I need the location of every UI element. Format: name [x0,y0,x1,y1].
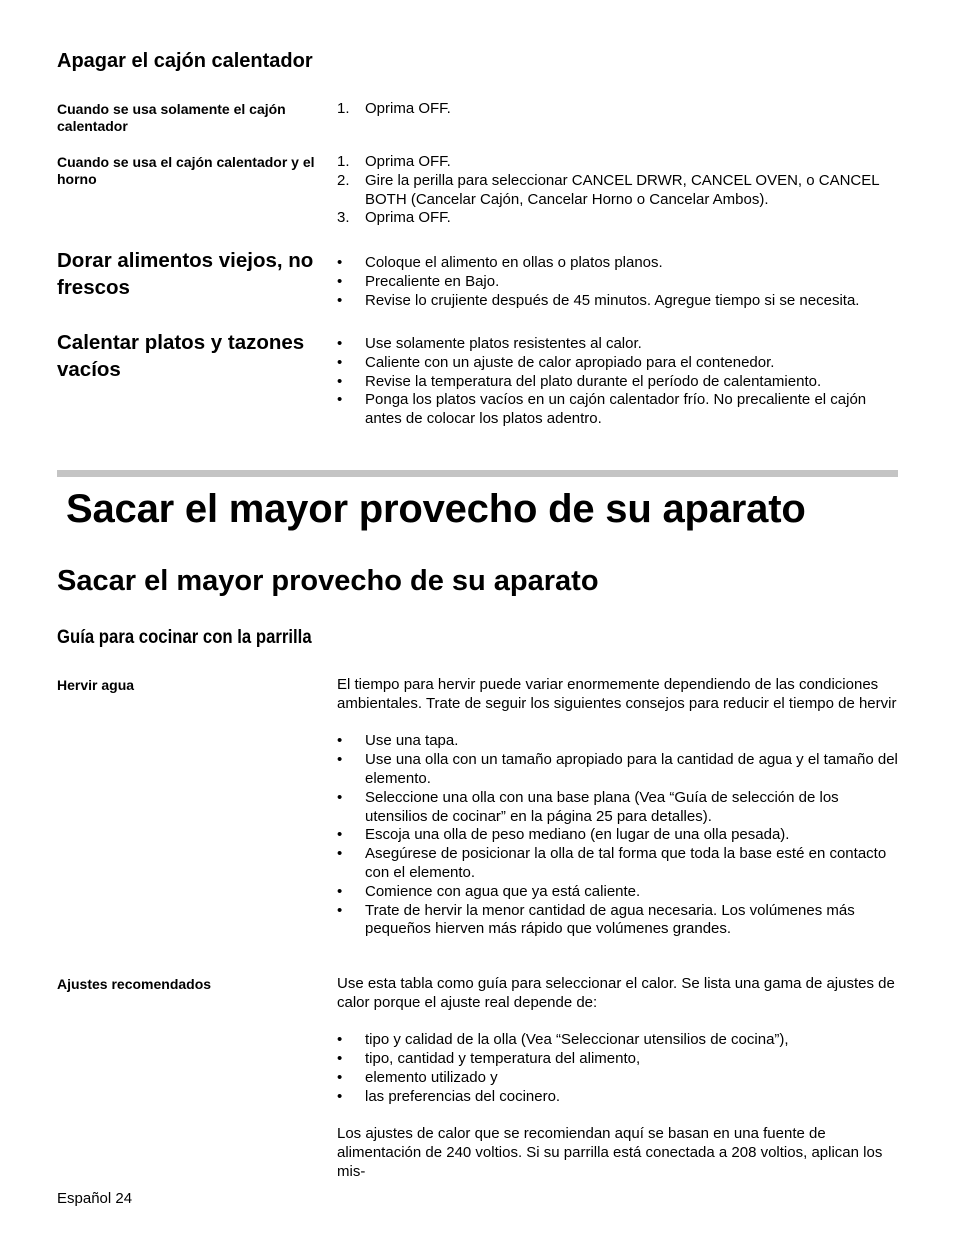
list-item: • Asegúrese de posicionar la olla de tal forma que toda la base esté en contacto con el elemento. [337,845,887,881]
list-item: 2. Gire la perilla para seleccionar CANCEL DRWR, CANCEL OVEN, o CANCEL BOTH (Cancelar Cajón, Cancelar Horno o Cancelar Ambos). [337,171,880,208]
list-item: • Seleccione una olla con una base plana (Vea “Guía de selección de los utensilios de cocinar” en la página 25 para detalles). [337,788,839,825]
list-item: • Use solamente platos resistentes al calor. [337,335,642,352]
label-ajustes: Ajustes recomendados [57,976,212,992]
steps-drawer-and-oven [337,153,899,228]
list-item: • Use una tapa. [337,732,459,750]
steps-only-drawer [337,100,899,119]
label-drawer-and-oven: Cuando se usa el cajón calentador y el horno [57,154,315,187]
chapter-title: Sacar el mayor provecho de su aparato [66,487,806,531]
list-item: • Use una olla con un tamaño apropiado para la cantidad de agua y el tamaño del elemento. [337,751,898,787]
list-item: • tipo, cantidad y temperatura del alimento, [337,1050,641,1068]
section-title: Sacar el mayor provecho de su aparato [57,565,599,597]
list-item: • Revise lo crujiente después de 45 minutos. Agregue tiempo si se necesita. [337,291,860,309]
ajustes-closing: Los ajustes de calor que se recomiendan aquí se basan en una fuente de alimentación de 240 voltios. Si su parrilla está conectada a 208 voltios, aplican los mis- [337,1125,883,1180]
calentar-list [337,335,899,429]
list-item: • Comience con agua que ya está caliente. [337,882,641,900]
list-item: • Caliente con un ajuste de calor apropiado para el contenedor. [337,353,775,371]
ajustes-content [337,975,899,1182]
hervir-intro: El tiempo para hervir puede variar enormemente dependiendo de las condiciones ambientales. Trate de seguir los siguientes consejos para reducir el tiempo de hervir [337,676,897,712]
list-item: • Precaliente en Bajo. [337,272,500,290]
subsection-title: Guía para cocinar con la parrilla [57,627,312,648]
list-item: • tipo y calidad de la olla (Vea “Seleccionar utensilios de cocina”), [337,1031,789,1049]
section-title-apagar: Apagar el cajón calentador [57,50,313,72]
dorar-list [337,254,899,310]
ajustes-list [337,1031,899,1106]
list-item: • Ponga los platos vacíos en un cajón calentador frío. No precaliente el cajón antes de colocar los platos adentro. [337,391,867,428]
hervir-content [337,676,899,939]
list-item: • Revise la temperatura del plato durante el período de calentamiento. [337,372,822,390]
list-item: • elemento utilizado y [337,1068,498,1086]
label-only-drawer: Cuando se usa solamente el cajón calentador [57,101,286,134]
list-item: • Trate de hervir la menor cantidad de agua necesaria. Los volúmenes más pequeños hierven más rápido que volúmenes grandes. [337,901,855,938]
hervir-list [337,732,899,939]
section-divider [57,470,898,477]
list-item: • Coloque el alimento en ollas o platos planos. [337,254,663,271]
list-item: • las preferencias del cocinero. [337,1087,561,1105]
list-item: 1. Oprima OFF. [337,153,451,170]
ajustes-intro: Use esta tabla como guía para seleccionar el calor. Se lista una gama de ajustes de calor porque el ajuste real depende de: [337,975,895,1011]
list-item: 3. Oprima OFF. [337,209,451,227]
list-item: 1. Oprima OFF. [337,100,451,117]
section-title-calentar: Calentar platos y tazones vacíos [57,331,305,381]
label-hervir: Hervir agua [57,677,135,693]
section-title-dorar: Dorar alimentos viejos, no frescos [57,249,314,299]
page-footer: Español 24 [57,1190,133,1207]
list-item: • Escoja una olla de peso mediano (en lugar de una olla pesada). [337,826,790,844]
